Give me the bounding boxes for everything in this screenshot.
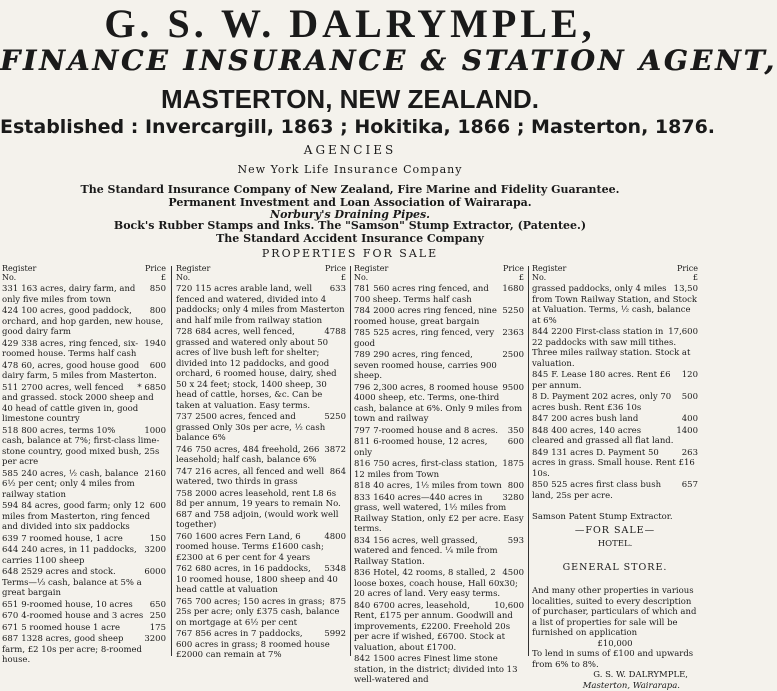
listing-entry (176, 532, 346, 564)
hotel-notice: HOTEL. (532, 539, 698, 550)
listing-register-no: 847 (532, 414, 548, 424)
listing-description: 5 roomed house 1 acre (21, 623, 120, 633)
listing-price: 5250 (324, 412, 346, 423)
listing-entry (532, 414, 698, 425)
listing-entry (354, 493, 524, 535)
listing-price: 2160 (144, 469, 166, 480)
listing-entry (2, 284, 166, 305)
listing-price: 633 (330, 284, 346, 295)
listing-register-no: 747 (176, 467, 192, 477)
listing-description: 200 acres bush land (551, 414, 638, 424)
listing-price: 500 (682, 392, 698, 403)
listing-entry (354, 481, 524, 492)
listing-column-4 (532, 264, 698, 661)
listing-description: 2700 acres, well fenced and grassed. stock 2000 sheep and 40 head of cattle given in, good limestone country (2, 383, 154, 425)
listing-register-no: 720 (176, 284, 192, 294)
listing-description: 1500 acres Finest lime stone station, in the district; divided into 13 well-watered and (354, 654, 518, 685)
listing-description: 2000 acres ring fenced, nine roomed house, great bargain (354, 306, 497, 327)
listing-description: 1640 acres—440 acres in grass, well watered, 1½ miles from Railway Station, only £2 per acre. Easy terms. (354, 493, 524, 535)
listing-register-no: 594 (2, 501, 18, 511)
listing-entry (354, 437, 524, 458)
listing-price: 650 (150, 600, 166, 611)
listing-price: 9500 (502, 383, 524, 394)
price-label: Price (145, 264, 166, 273)
advertiser-name: G. S. W. DALRYMPLE, (0, 2, 700, 46)
listing-price: 593 (508, 536, 524, 547)
listing-price: 5992 (324, 629, 346, 640)
listing-entry (354, 383, 524, 425)
listing-description: 2000 acres leasehold, rent L8 6s 8d per annum, 19 years to remain No. 687 and 758 adjoin, (would work well together) (176, 489, 341, 531)
listing-price: 5348 (324, 564, 346, 575)
listing-register-no: 767 (176, 629, 192, 639)
register-label: Register (2, 264, 36, 273)
listing-price: 13,50 (674, 284, 698, 295)
listing-register-no: 518 (2, 426, 18, 436)
listing-price: 1940 (144, 339, 166, 350)
register-no-label: No. (532, 273, 566, 282)
listing-entry (2, 361, 166, 382)
column-divider (171, 266, 172, 656)
listing-price: 150 (150, 534, 166, 545)
listing-entry (532, 284, 698, 326)
listing-price: 175 (150, 623, 166, 634)
agency-line: Permanent Investment and Loan Association of Wairarapa. (0, 196, 700, 210)
listing-price: 4500 (502, 568, 524, 579)
signature-place: Masterton, Wairarapa. (532, 681, 680, 691)
listing-description: 156 acres, well grassed, watered and fenced. ¼ mile from Railway Station. (354, 536, 498, 567)
listing-description: grassed paddocks, only 4 miles from Town Railway Station, and Stock at Valuation. Terms, ½ cash, balance at 6% (532, 284, 697, 326)
listing-description: 6-roomed house, 12 acres, only (354, 437, 487, 458)
listing-register-no: 781 (354, 284, 370, 294)
listing-column-2 (176, 264, 346, 661)
listing-entry (354, 459, 524, 480)
listing-entry (2, 501, 166, 533)
listing-price: 657 (682, 480, 698, 491)
listing-description: 131 acres D. Payment 50 acres in grass. Small house. Rent £16 10s. (532, 448, 695, 479)
listing-price: 17,600 (668, 327, 698, 338)
listing-description: 800 acres, terms 10% cash, balance at 7%; first-class lime-stone country, good mixed bush, 25s per acre (2, 426, 159, 468)
listing-register-no: 840 (354, 601, 370, 611)
price-unit-label: £ (325, 273, 346, 282)
column-header (176, 264, 346, 282)
listing-column-1 (2, 264, 166, 661)
listing-description: 240 acres, in 11 paddocks, carries 1100 sheep (2, 545, 137, 566)
listing-register-no: 760 (176, 532, 192, 542)
listing-entry (176, 445, 346, 466)
properties-heading: PROPERTIES FOR SALE (0, 247, 700, 261)
price-label: Price (325, 264, 346, 273)
listing-register-no: 728 (176, 327, 192, 337)
listing-register-no: 687 (2, 634, 18, 644)
listing-register-no: 784 (354, 306, 370, 316)
listing-entry (354, 536, 524, 568)
listing-description: 7-roomed house and 8 acres. (373, 426, 498, 436)
price-unit-label: £ (145, 273, 166, 282)
listing-price: 400 (682, 414, 698, 425)
listing-register-no: 844 (532, 327, 548, 337)
listing-entry (2, 567, 166, 599)
listing-entry (354, 654, 524, 686)
listing-entry (532, 370, 698, 391)
listing-register-no: 746 (176, 445, 192, 455)
listing-description: 856 acres in 7 paddocks, 600 acres in grass; 8 roomed house £2000 can remain at 7% (176, 629, 330, 660)
listing-price: 1680 (502, 284, 524, 295)
location-line: MASTERTON, NEW ZEALAND. (0, 84, 700, 114)
listing-price: 1000 (144, 426, 166, 437)
listing-description: 525 acres first class bush land, 25s per acre. (532, 480, 661, 501)
register-label: Register (354, 264, 388, 273)
listing-register-no: 331 (2, 284, 18, 294)
listing-description: 680 acres, in 16 paddocks, 10 roomed house, 1800 sheep and 40 head cattle at valuation (176, 564, 338, 595)
listing-entry (354, 306, 524, 327)
listing-entry (176, 284, 346, 326)
listing-description: 290 acres, ring fenced, seven roomed house, carries 900 sheep. (354, 350, 497, 381)
listing-register-no: 671 (2, 623, 18, 633)
register-label: Register (532, 264, 566, 273)
established-line: Established : Invercargill, 1863 ; Hokitika, 1866 ; Masterton, 1876. (0, 115, 700, 139)
agency-line: Bock's Rubber Stamps and Inks. The "Samson" Stump Extractor, (Patentee.) (0, 219, 700, 233)
listing-register-no: 758 (176, 489, 192, 499)
column-header-register (176, 264, 210, 282)
price-label: Price (503, 264, 524, 273)
listing-price: 2363 (502, 328, 524, 339)
general-store-notice: GENERAL STORE. (532, 563, 698, 574)
listing-description: 750 acres, first-class station, 12 miles from Town (354, 459, 497, 480)
listing-price: 4788 (324, 327, 346, 338)
listing-register-no: 648 (2, 567, 18, 577)
listing-description: 4-roomed house and 3 acres (21, 611, 143, 621)
listing-register-no: 848 (532, 426, 548, 436)
listing-register-no: 785 (354, 328, 370, 338)
agencies-heading: AGENCIES (0, 142, 700, 158)
loan-amount: £10,000 (532, 639, 698, 650)
listing-register-no: 845 (532, 370, 548, 380)
column-4-entries (532, 264, 698, 501)
listing-description: 2500 acres, fenced and grassed Only 30s per acre, ½ cash balance 6% (176, 412, 325, 443)
listing-entry (176, 467, 346, 488)
listing-register-no: 670 (2, 611, 18, 621)
listing-entry (2, 545, 166, 566)
listing-register-no: 424 (2, 306, 18, 316)
price-unit-label: £ (677, 273, 698, 282)
listing-register-no: 816 (354, 459, 370, 469)
listing-register-no: 797 (354, 426, 370, 436)
listing-entry (176, 327, 346, 411)
listing-description: 60, acres, good house good dairy farm, 5 miles from Masterton. (2, 361, 157, 382)
listing-price: 1400 (676, 426, 698, 437)
listing-register-no: 833 (354, 493, 370, 503)
listing-register-no: 478 (2, 361, 18, 371)
listing-description: 338 acres, ring fenced, six-roomed house. Terms half cash (2, 339, 138, 360)
listing-entry (2, 469, 166, 501)
listing-register-no: 836 (354, 568, 370, 578)
listing-entry (2, 534, 166, 545)
listing-entry (2, 306, 166, 338)
listing-description: 700 acres; 150 acres in grass; 25s per acre; only £375 cash, balance on mortgage at 6½ per cent (176, 597, 339, 628)
listing-price: 4800 (324, 532, 346, 543)
listing-entry (2, 383, 166, 425)
listing-entry (532, 426, 698, 447)
register-no-label: No. (2, 273, 36, 282)
listing-price: 600 (150, 501, 166, 512)
listing-entry (2, 339, 166, 360)
listing-description: 684 acres, well fenced, grassed and watered only about 50 acres of live bush left for shelter; divided into 12 paddocks, and good orchard, 6 roomed house, dairy, shed 50 x 24 feet; stock, 1400 sheep, 30 head of cattle, horses, &c. Can be taken at valuation. Easy terms. (176, 327, 337, 411)
listing-description: 216 acres, all fenced and well watered, two thirds in grass (176, 467, 324, 488)
business-title: FINANCE INSURANCE & STATION AGENT, (0, 44, 700, 78)
column-header-register (532, 264, 566, 282)
listing-description: 40 acres, 1½ miles from town (373, 481, 502, 491)
listing-description: 163 acres, dairy farm, and only five miles from town (2, 284, 135, 305)
listing-price: 3280 (502, 493, 524, 504)
listing-price: 3200 (144, 545, 166, 556)
listing-description: 2529 acres and stock. Terms—⅓ cash, balance at 5% a great bargain (2, 567, 142, 598)
listing-register-no: 818 (354, 481, 370, 491)
listing-register-no: 850 (532, 480, 548, 490)
listing-column-3 (354, 264, 524, 661)
listing-description: 2,300 acres, 8 roomed house 4000 sheep, etc. Terms, one-third cash, balance at 6%. Only 9 miles from town and railway (354, 383, 522, 425)
listing-price: 600 (150, 361, 166, 372)
listing-entry (532, 327, 698, 369)
listing-price: 5250 (502, 306, 524, 317)
listing-description: 8 D. Payment 202 acres, only 70 acres bush. Rent £36 10s (532, 392, 671, 413)
listing-entry (176, 629, 346, 661)
closing-notice: And many other properties in various localities, suited to every description of purchaser, particulars of which and a list of properties for sale will be furnished on application (532, 586, 698, 639)
agency-line: Norbury's Draining Pipes. (0, 208, 700, 222)
listing-entry (354, 426, 524, 437)
listing-register-no: 765 (176, 597, 192, 607)
listing-price: 263 (682, 448, 698, 459)
listing-description: 400 acres, 140 acres cleared and grassed all flat land. (532, 426, 673, 447)
listing-price: 875 (330, 597, 346, 608)
listing-register-no: 796 (354, 383, 370, 393)
column-header (354, 264, 524, 282)
listing-register-no: 429 (2, 339, 18, 349)
column-header-register (2, 264, 36, 282)
listing-entry (532, 448, 698, 480)
listing-description: 560 acres ring fenced, and 700 sheep. Terms half cash (354, 284, 489, 305)
listing-entry (532, 392, 698, 413)
column-header-register (354, 264, 388, 282)
listing-entry (176, 564, 346, 596)
register-label: Register (176, 264, 210, 273)
listing-description: 100 acres, good paddock, orchard, and hop garden, new house, good dairy farm (2, 306, 163, 337)
samson-notice: Samson Patent Stump Extractor. (532, 512, 698, 523)
column-header (2, 264, 166, 282)
listing-entry (2, 634, 166, 666)
listing-description: Hotel, 42 rooms, 8 stalled, 2 loose boxes, coach house, Hall 60x30; 20 acres of land. Very easy terms. (354, 568, 518, 599)
listing-price: 6000 (144, 567, 166, 578)
column-header-price (145, 264, 166, 282)
listing-description: 7 roomed house, 1 acre (21, 534, 123, 544)
column-divider (350, 266, 351, 656)
listing-register-no: 762 (176, 564, 192, 574)
listing-price: 600 (508, 437, 524, 448)
listing-register-no: 644 (2, 545, 18, 555)
listing-entry (532, 480, 698, 501)
listing-register-no: 511 (2, 383, 18, 393)
agency-line: The Standard Accident Insurance Company (0, 232, 700, 246)
listing-entry (354, 350, 524, 382)
listing-register-no: 639 (2, 534, 18, 544)
listing-entry (176, 412, 346, 444)
listing-entry (354, 328, 524, 349)
listing-entry (354, 601, 524, 654)
listing-register-no: 842 (354, 654, 370, 664)
listing-price: 864 (330, 467, 346, 478)
listing-price: 2500 (502, 350, 524, 361)
listing-price: 1875 (502, 459, 524, 470)
listing-price: 800 (150, 306, 166, 317)
agency-line: The Standard Insurance Company of New Zealand, Fire Marine and Fidelity Guarantee. (0, 183, 700, 197)
listing-entry (354, 284, 524, 305)
listing-description: 84 acres, good farm; only 12 miles from Masterton, ring fenced and divided into six paddocks (2, 501, 150, 532)
column-header-price (325, 264, 346, 282)
loan-terms: To lend in sums of £100 and upwards from 6% to 8%. (532, 649, 698, 670)
listing-description: 2200 First-class station in 22 paddocks with saw mill tithes. Three miles railway station. Stock at valuation. (532, 327, 690, 369)
listing-description: 1600 acres Fern Land, 6 roomed house. Terms £1600 cash; £2300 at 6 per cent for 4 years (176, 532, 324, 563)
column-header-price (677, 264, 698, 282)
price-unit-label: £ (503, 273, 524, 282)
register-no-label: No. (354, 273, 388, 282)
listing-entry (2, 426, 166, 468)
for-sale-notice: —FOR SALE— (532, 526, 698, 537)
listing-entry (2, 600, 166, 611)
listing-description: 750 acres, 484 freehold, 266 leasehold; half cash, balance 6% (176, 445, 319, 466)
listing-description: 9-roomed house, 10 acres (21, 600, 132, 610)
listing-register-no: 789 (354, 350, 370, 360)
listing-description: 6700 acres, leasehold, Rent, £175 per annum. Goodwill and improvements, £2200. Freehold 20s per acre if wished, £6700. Stock at valuation, about £1700. (354, 601, 513, 653)
listing-entry (354, 568, 524, 600)
signature: G. S. W. DALRYMPLE, (532, 670, 688, 681)
listing-description: 1328 acres, good sheep farm, £2 10s per acre; 8-roomed house. (2, 634, 142, 665)
agency-line: New York Life Insurance Company (0, 163, 700, 177)
column-header-price (503, 264, 524, 282)
listing-price: 10,600 (494, 601, 524, 612)
listing-register-no: 811 (354, 437, 370, 447)
listing-description: 525 acres, ring fenced, very good (354, 328, 494, 349)
listing-description: 240 acres, ½ cash, balance 6½ per cent; only 4 miles from railway station (2, 469, 138, 500)
listing-entry (176, 597, 346, 629)
listing-description: 115 acres arable land, well fenced and watered, divided into 4 paddocks; only 4 miles from Masterton and half mile from railway station (176, 284, 345, 326)
listing-entry (2, 623, 166, 634)
listing-register-no: 651 (2, 600, 18, 610)
listing-register-no: 737 (176, 412, 192, 422)
listing-register-no: 834 (354, 536, 370, 546)
listing-price: 250 (150, 611, 166, 622)
listing-price: 3872 (324, 445, 346, 456)
listing-register-no: 585 (2, 469, 18, 479)
listing-price: * 6850 (137, 383, 166, 394)
listing-price: 3200 (144, 634, 166, 645)
listing-description: F. Lease 180 acres. Rent £6 per annum. (532, 370, 671, 391)
listing-price: 850 (150, 284, 166, 295)
column-header (532, 264, 698, 282)
listing-entry (176, 489, 346, 531)
listing-register-no: 849 (532, 448, 548, 458)
listing-price: 800 (508, 481, 524, 492)
register-no-label: No. (176, 273, 210, 282)
column-divider (528, 266, 529, 656)
price-label: Price (677, 264, 698, 273)
listing-price: 350 (508, 426, 524, 437)
listing-entry (2, 611, 166, 622)
listing-price: 120 (682, 370, 698, 381)
